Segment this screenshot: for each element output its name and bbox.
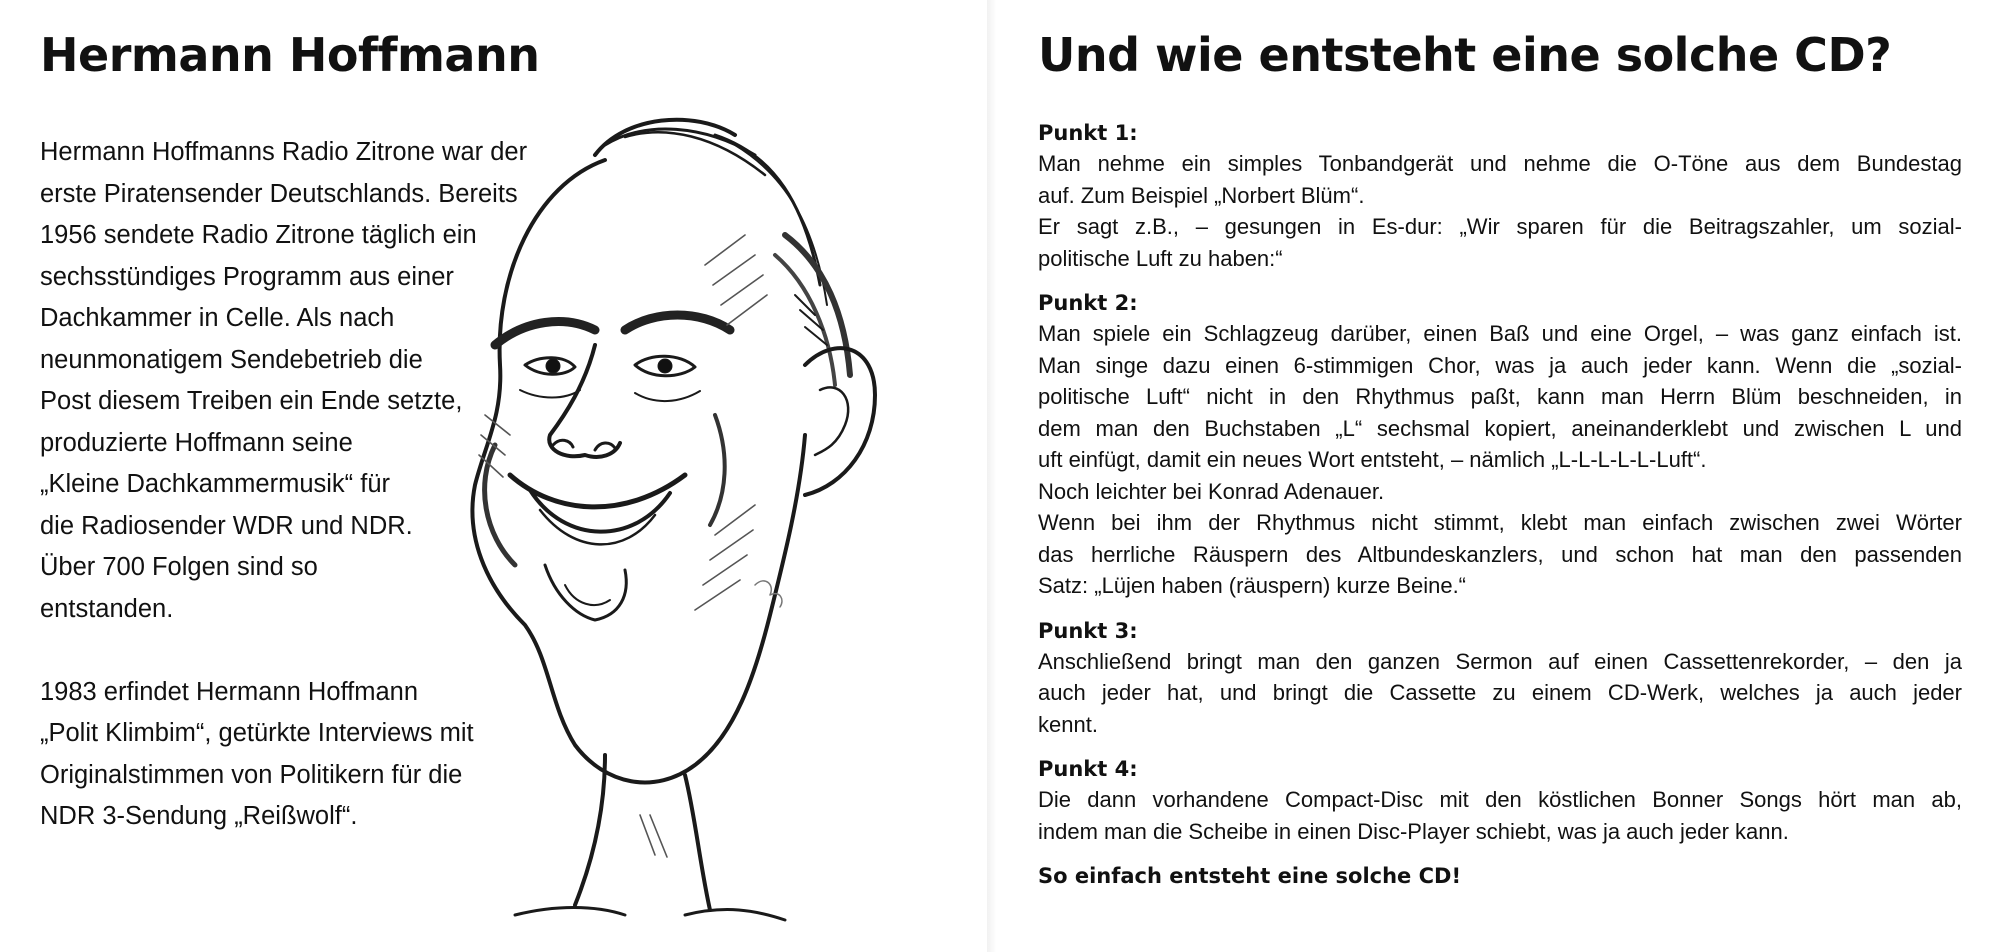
step-heading: Punkt 1: — [1038, 121, 1138, 145]
text-line: dem man den Buchstaben „L“ sechsmal kopiert, aneinanderklebt und zwischen L und — [1038, 415, 1962, 441]
step-heading: Punkt 4: — [1038, 757, 1138, 781]
text-line: Noch leichter bei Konrad Adenauer. — [1038, 478, 1385, 504]
text-line: indem man die Scheibe in einen Disc-Player schiebt, was ja auch jeder kann. — [1038, 818, 1789, 844]
text-line: politische Luft“ nicht in den Rhythmus paßt, kann man Herrn Blüm beschneiden, in — [1038, 384, 1962, 409]
text-line: Man spiele ein Schlagzeug darüber, einen Baß und eine Orgel, – was ganz einfach ist. — [1038, 321, 1962, 346]
text-line: die Radiosender WDR und NDR. — [40, 511, 413, 540]
text-line: Originalstimmen von Politikern für die — [40, 760, 463, 789]
text-line: auf. Zum Beispiel „Norbert Blüm“. — [1038, 182, 1365, 208]
text-line: Hermann Hoffmanns Radio Zitrone war der — [40, 138, 528, 166]
text-line: produzierte Hoffmann seine — [40, 428, 353, 457]
step-4 — [1038, 754, 1962, 847]
text-line: Die dann vorhandene Compact-Disc mit den köstlichen Bonner Songs hört man ab, — [1038, 787, 1962, 812]
text-line: neunmonatigem Sendebetrieb die — [40, 345, 423, 374]
text-line: politische Luft zu haben:“ — [1038, 245, 1283, 271]
text-line: Dachkammer in Celle. Als nach — [40, 304, 395, 332]
text-line: Man singe dazu einen 6-stimmigen Chor, was ja auch jeder kann. Wenn die „sozial- — [1038, 352, 1962, 378]
step-heading: Punkt 2: — [1038, 291, 1138, 315]
text-line: uft einfügt, damit ein neues Wort entsteht, – nämlich „L-L-L-L-L-Luft“. — [1038, 447, 1707, 472]
text-line: Wenn bei ihm der Rhythmus nicht stimmt, klebt man einfach zwischen zwei Wörter — [1038, 510, 1962, 535]
text-line: kennt. — [1038, 711, 1098, 737]
text-line: erste Piratensender Deutschlands. Bereits — [40, 179, 518, 208]
text-line: Anschließend bringt man den ganzen Sermon auf einen Cassettenrekorder, – den ja — [1038, 648, 1962, 674]
text-line: Über 700 Folgen sind so — [40, 553, 318, 581]
text-line: 1983 erfindet Hermann Hoffmann — [40, 677, 419, 706]
text-line: Post diesem Treiben ein Ende setzte, — [40, 387, 463, 415]
text-line: entstanden. — [40, 594, 174, 623]
caricature-drawing-icon — [455, 115, 975, 935]
closing-statement: So einfach entsteht eine solche CD! — [1038, 864, 1462, 888]
page-gutter — [987, 0, 1003, 952]
text-line: NDR 3-Sendung „Reißwolf“. — [40, 802, 358, 830]
text-line: „Kleine Dachkammermusik“ für — [40, 470, 391, 498]
text-line: Satz: „Lüjen haben (räuspern) kurze Beine.“ — [1038, 573, 1467, 598]
text-line: sechsstündiges Programm aus einer — [40, 262, 454, 291]
step-2 — [1038, 288, 1962, 602]
text-line: 1956 sendete Radio Zitrone täglich ein — [40, 221, 477, 249]
steps-list — [1038, 118, 1962, 891]
left-page-title: Hermann Hoffmann — [40, 28, 540, 82]
step-heading: Punkt 3: — [1038, 618, 1138, 643]
text-line: Er sagt z.B., – gesungen in Es-dur: „Wir sparen für die Beitragszahler, um sozial- — [1038, 214, 1962, 239]
text-line: auch jeder hat, und bringt die Cassette zu einem CD-Werk, welches ja auch jeder — [1038, 680, 1962, 705]
right-page-title: Und wie entsteht eine solche CD? — [1038, 28, 1892, 82]
step-1 — [1038, 118, 1962, 274]
step-3 — [1038, 616, 1962, 741]
text-line: „Polit Klimbim“, getürkte Interviews mit — [40, 719, 474, 747]
text-line: das herrliche Räuspern des Altbundeskanzlers, und schon hat man den passenden — [1038, 541, 1962, 567]
text-line: Man nehme ein simples Tonbandgerät und nehme die O-Töne aus dem Bundestag — [1038, 151, 1962, 176]
